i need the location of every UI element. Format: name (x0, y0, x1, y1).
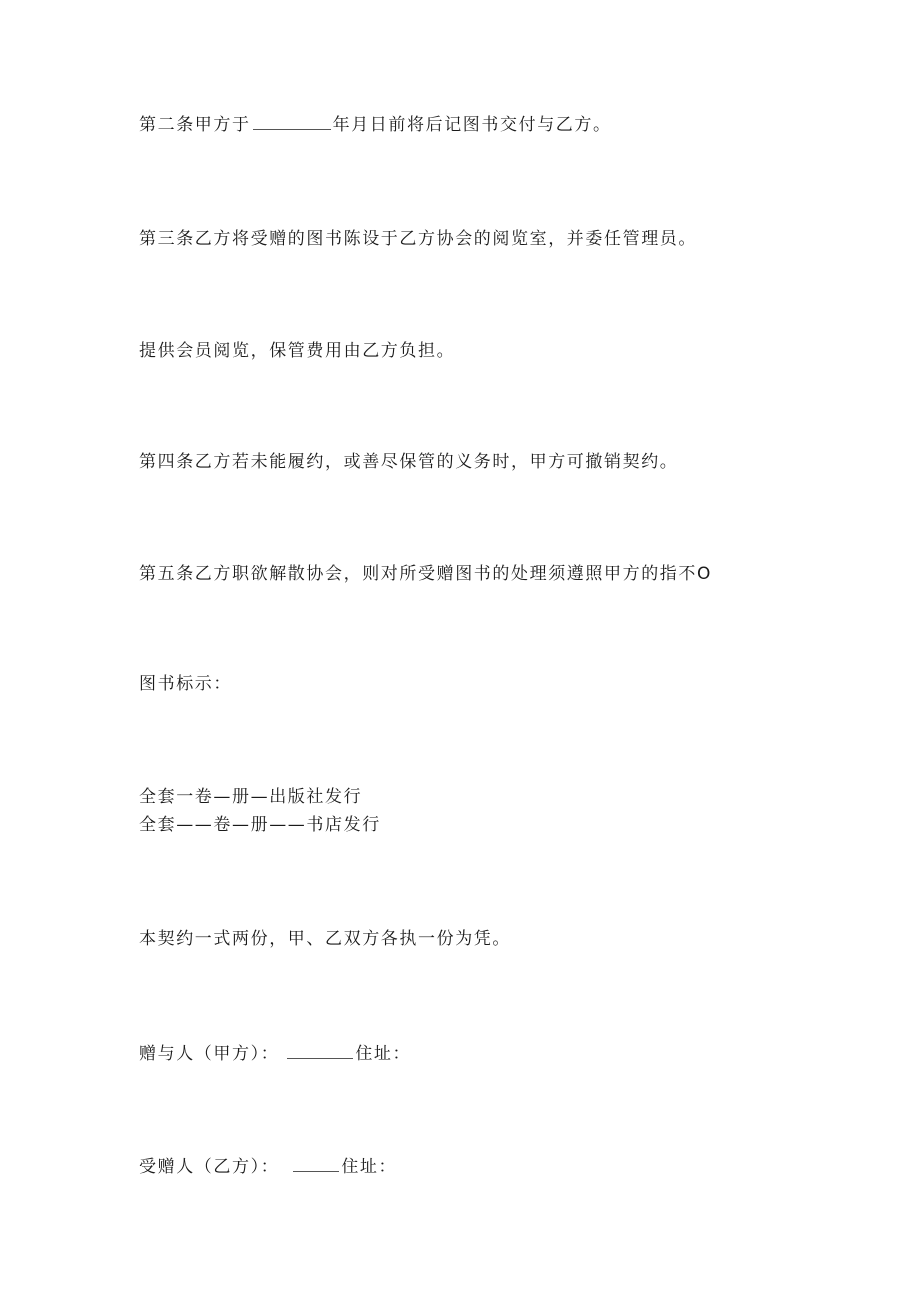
book-line-2 (139, 814, 381, 836)
article-3-line (139, 228, 697, 250)
copies-line (139, 928, 511, 950)
article-5-text: 第五条乙方职欲解散协会，则对所受赠图书的处理须遵照甲方的指不O (139, 564, 712, 584)
donor-address-label: 住址： (355, 1044, 412, 1064)
recipient-line (139, 1156, 397, 1178)
book-line-text: 全套——卷—册——书店发行 (139, 815, 381, 835)
recipient-label: 受赠人（乙方）： (139, 1157, 280, 1177)
book-label-line (139, 673, 232, 695)
book-line-1 (139, 786, 362, 808)
article-2-suffix: 年月日前将后记图书交付与乙方。 (332, 115, 612, 135)
article-5-line (139, 563, 712, 585)
article-2-line (139, 114, 612, 136)
donor-line (139, 1043, 411, 1065)
date-blank (253, 114, 331, 130)
article-3-cont-text: 提供会员阅览，保管费用由乙方负担。 (139, 341, 456, 361)
donor-name-blank (287, 1043, 353, 1059)
article-4-text: 第四条乙方若未能履约，或善尽保管的义务时，甲方可撤销契约。 (139, 452, 679, 472)
book-label: 图书标示： (139, 674, 232, 694)
article-3-text: 第三条乙方将受赠的图书陈设于乙方协会的阅览室，并委任管理员。 (139, 229, 697, 249)
recipient-address-label: 住址： (341, 1157, 398, 1177)
recipient-name-blank (293, 1156, 339, 1172)
copies-text: 本契约一式两份，甲、乙双方各执一份为凭。 (139, 929, 511, 949)
donor-label: 赠与人（甲方）： (139, 1044, 280, 1064)
article-2-prefix: 第二条甲方于 (139, 115, 251, 135)
article-3-continuation (139, 340, 455, 362)
book-line-text: 全套一卷—册—出版社发行 (139, 787, 363, 807)
article-4-line (139, 451, 678, 473)
